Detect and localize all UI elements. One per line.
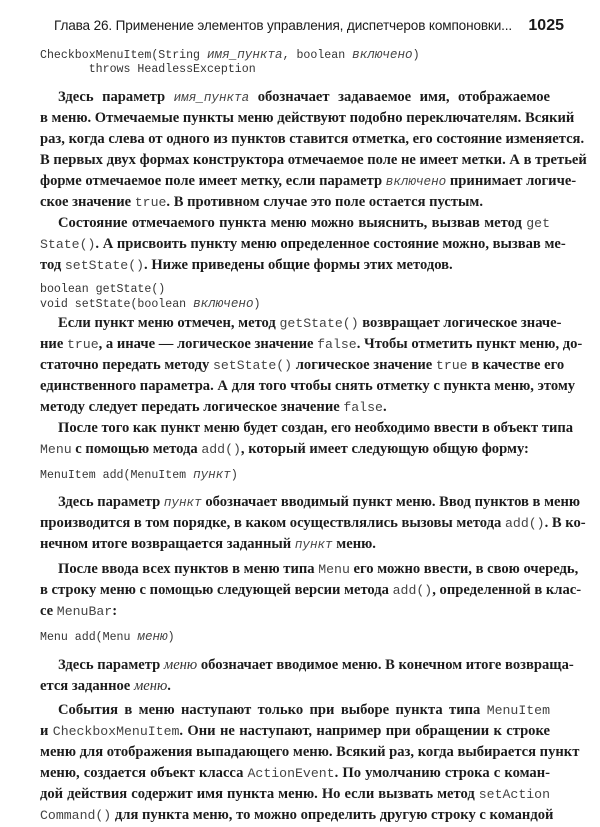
code-menu-add: [40, 468, 238, 483]
paragraph-line: и CheckboxMenuItem. Они не наступают, например при обращении к строке: [40, 723, 550, 739]
code-menubar-add: [40, 630, 175, 645]
paragraph-line: ется заданное меню.: [40, 678, 171, 694]
paragraph-line: в меню. Отмечаемые пункты меню действуют подобно переключателям. Всякий: [40, 110, 575, 126]
paragraph-line: Здесь параметр имя_пункта обозначает задаваемое имя, отображаемое: [58, 89, 550, 105]
paragraph-line: После ввода всех пунктов в меню типа Menu его можно ввести, в свою очередь,: [58, 561, 579, 577]
chapter-title: Глава 26. Применение элементов управления, диспетчеров компоновки...: [54, 18, 513, 33]
paragraph-line: State(). А присвоить пункту меню определенное состояние можно, вызвав ме-: [40, 236, 566, 252]
paragraph-line: После того как пункт меню будет создан, его необходимо ввести в объект типа: [58, 420, 574, 436]
paragraph-line: меню, создается объект класса ActionEvent. По умолчанию строка с коман-: [40, 765, 550, 781]
paragraph-line: События в меню наступают только при выборе пункта типа MenuItem: [58, 702, 550, 718]
paragraph-line: производится в том порядке, в каком осуществлялись вызовы метода add(). В ко-: [40, 515, 586, 531]
code-param: включено: [193, 297, 254, 311]
code-text: Menu add(Menu: [40, 631, 138, 644]
running-header: [54, 18, 564, 38]
paragraph-line: статочно передать методу setState() логическое значение true в качестве его: [40, 357, 565, 373]
code-text: boolean getState(): [40, 283, 166, 296]
paragraph-line: нечном итоге возвращается заданный пункт меню.: [40, 536, 376, 552]
code-text: MenuItem add(MenuItem: [40, 469, 194, 482]
code-text: ): [412, 49, 420, 62]
paragraph-line: Если пункт меню отмечен, метод getState() возвращает логическое значе-: [58, 315, 562, 331]
paragraph-line: Menu с помощью метода add(), который имеет следующую общую форму:: [40, 441, 529, 457]
paragraph-line: форме отмечаемое поле имеет метку, если параметр включено принимает логиче-: [40, 173, 577, 189]
paragraph-line: меню для отображения выпадающего меню. Всякий раз, когда выбирается пункт: [40, 744, 580, 760]
code-param: пункт: [193, 468, 231, 482]
paragraph-line: ское значение true. В противном случае это поле остается пустым.: [40, 194, 484, 210]
code-state-methods: [40, 283, 261, 312]
paragraph-line: единственного параметра. А для того чтобы снять отметку с пункта меню, этому: [40, 378, 576, 394]
code-text: ): [167, 631, 175, 644]
code-text: ): [253, 298, 261, 311]
code-text: , boolean: [282, 49, 353, 62]
paragraph-line: се MenuBar:: [40, 603, 118, 619]
paragraph-line: Здесь параметр пункт обозначает вводимый пункт меню. Ввод пунктов в меню: [58, 494, 581, 510]
code-text: throws HeadlessException: [40, 63, 256, 76]
paragraph-line: ние true, а иначе — логическое значение false. Чтобы отметить пункт меню, до-: [40, 336, 583, 352]
page-number: 1025: [528, 17, 564, 34]
code-param: включено: [352, 48, 413, 62]
paragraph-line: Command() для пункта меню, то можно определить другую строку с командой: [40, 807, 554, 823]
paragraph-line: Состояние отмечаемого пункта меню можно выяснить, вызвав метод get: [58, 215, 550, 231]
paragraph-line: тод setState(). Ниже приведены общие формы этих методов.: [40, 257, 453, 273]
paragraph-line: методу следует передать логическое значение false.: [40, 399, 387, 415]
paragraph-line: Здесь параметр меню обозначает вводимое меню. В конечном итоге возвраща-: [58, 657, 574, 673]
paragraph-line: В первых двух формах конструктора отмечаемое поле не имеет метки. А в третьей: [40, 152, 587, 168]
code-param: меню: [137, 630, 168, 644]
paragraph-line: раз, когда слева от одного из пунктов ставится отметка, его состояние изменяется.: [40, 131, 585, 147]
code-param: имя_пункта: [206, 48, 283, 62]
code-text: void setState(boolean: [40, 298, 194, 311]
paragraph-line: дой действия содержит имя пункта меню. Но если вызвать метод setAction: [40, 786, 550, 802]
paragraph-line: в строку меню с помощью следующей версии метода add(), определенной в клас-: [40, 582, 582, 598]
code-text: CheckboxMenuItem(String: [40, 49, 207, 62]
code-constructor: [40, 48, 420, 77]
code-text: ): [230, 469, 238, 482]
